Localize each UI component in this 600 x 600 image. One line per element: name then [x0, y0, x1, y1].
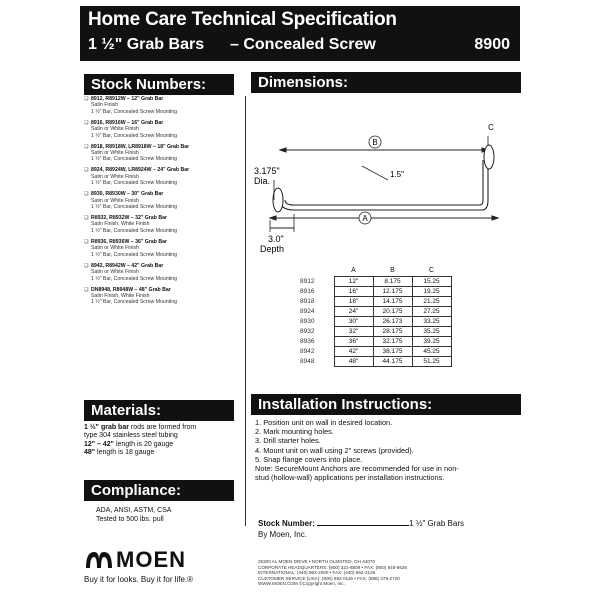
checkbox-icon: ❑ — [84, 286, 89, 293]
table-row — [300, 306, 451, 316]
checkbox-icon: ❑ — [84, 143, 89, 150]
checkbox-icon: ❑ — [84, 238, 89, 245]
install-step: 3. Drill starter holes. — [255, 436, 321, 446]
inner-dimension: 1.5" — [390, 170, 404, 179]
b-cell: 8.175 — [373, 276, 412, 286]
a-cell: 42" — [334, 347, 373, 357]
model-cell: 8924 — [300, 307, 315, 315]
materials-text: 1 ½" grab bar rods are formed from type 304 stainless steel tubing 12" – 42" length is 20 gauge 48" length is 18 gauge — [84, 424, 197, 457]
installation-heading: Installation Instructions: — [251, 394, 521, 415]
column-divider — [245, 96, 246, 526]
b-cell: 28.175 — [373, 326, 412, 336]
install-step: 1. Position unit on wall in desired location. — [255, 418, 393, 427]
model-cell: 8936 — [300, 338, 315, 346]
brand-name: MOEN — [116, 547, 186, 572]
installation-steps — [255, 418, 525, 482]
label-b: B — [372, 138, 378, 147]
label-c: C — [488, 123, 494, 132]
stock-item: ❑ DN8948, R8948W – 48" Grab Bar Satin Finish, White Finish 1 ½" Bar, Concealed Screw Mounting — [84, 286, 178, 306]
model-cell: 8930 — [300, 317, 315, 325]
stock-item: ❑ 8916, R8916W – 16" Grab Bar Satin or White Finish 1 ½" Bar, Concealed Screw Mounting — [84, 119, 178, 139]
grab-bar-outline — [280, 160, 488, 210]
column-header-a: A — [351, 267, 356, 275]
address-line: CUSTOMER SERVICE (USA): (800) 882-0116 • FAX: (888) 379-2720 — [258, 575, 400, 581]
install-step: stud (hollow-wall) applications per installation instructions. — [255, 473, 445, 483]
a-cell: 36" — [334, 337, 373, 347]
table-row — [300, 357, 451, 367]
model-cell: 8918 — [300, 297, 315, 305]
model-number: 8900 — [474, 36, 510, 53]
model-cell: 8916 — [300, 287, 315, 295]
dia-value: 3.175" — [254, 166, 280, 176]
c-cell: 15.25 — [412, 276, 451, 286]
address-line: CORPORATE HEADQUARTERS: (800) 321-8809 • FAX: (800) 848-6636 — [258, 564, 408, 570]
stock-item: ❑ 8918, R8918W, LR8918W – 18" Grab Bar Satin or White Finish 1 ½" Bar, Concealed Screw Mounting — [84, 143, 190, 163]
depth-value: 3.0" — [268, 234, 284, 244]
label-a: A — [362, 214, 368, 223]
address-line: 25300 AL MOEN DRIVE • NORTH OLMSTED, OH 44070 — [258, 559, 376, 564]
c-cell: 19.25 — [412, 286, 451, 296]
c-cell: 51.25 — [412, 357, 451, 367]
compliance-list — [96, 506, 171, 524]
a-cell: 12" — [334, 276, 373, 286]
a-cell: 24" — [334, 306, 373, 316]
b-cell: 12.175 — [373, 286, 412, 296]
stock-item: ❑ R8932, R8932W – 32" Grab Bar Satin Finish, White Finish 1 ½" Bar, Concealed Screw Mounting — [84, 215, 178, 234]
table-row — [300, 286, 451, 296]
stock-numbers-heading: Stock Numbers: — [84, 74, 234, 95]
compliance-heading: Compliance: — [84, 480, 234, 501]
install-step: Note: SecureMount Anchors are recommended for use in non- — [255, 464, 459, 474]
stock-item: ❑ 8912, R8912W – 12" Grab Bar Satin Finish 1 ½" Bar, Concealed Screw Mounting — [84, 96, 178, 115]
address-line: INTERNATIONAL: (440) 962-2000 • FAX: (440) 962-2126 — [258, 570, 376, 576]
dimensions-heading: Dimensions: — [251, 72, 521, 93]
address-line: WWW.MOEN.COM ©Copyright Moen, Inc. — [258, 581, 345, 587]
product-type: – Concealed Screw — [230, 36, 376, 53]
checkbox-icon: ❑ — [84, 191, 89, 198]
column-header-c: C — [428, 267, 435, 275]
materials-heading: Materials: — [84, 400, 234, 421]
stock-item: ❑ 8930, R8930W – 30" Grab Bar Satin or White Finish 1 ½" Bar, Concealed Screw Mounting — [84, 191, 178, 211]
table-row — [300, 347, 451, 357]
left-flange — [273, 188, 283, 212]
dimensions-table — [300, 266, 452, 367]
c-cell: 35.25 — [412, 326, 451, 336]
a-cell: 16" — [334, 286, 373, 296]
dia-label: Dia. — [254, 176, 271, 186]
model-cell: 8948 — [300, 358, 315, 366]
checkbox-icon: ❑ — [84, 167, 89, 174]
stock-numbers-list — [84, 96, 234, 310]
b-cell: 38.175 — [373, 347, 412, 357]
b-cell: 44.175 — [373, 357, 412, 367]
c-cell: 45.25 — [412, 347, 451, 357]
stock-item: ❑ 8924, R8924W, LR8924W – 24" Grab Bar Satin or White Finish 1 ½" Bar, Concealed Screw Mounting — [84, 167, 190, 187]
c-cell: 33.25 — [412, 316, 451, 326]
c-cell: 21.25 — [412, 296, 451, 306]
spec-header — [80, 6, 520, 61]
model-cell: 8942 — [300, 348, 315, 356]
right-flange — [484, 145, 494, 169]
a-cell: 18" — [334, 296, 373, 306]
by-moen: By Moen, Inc. — [258, 530, 307, 539]
brand-tagline: Buy it for looks. Buy it for life.® — [84, 575, 194, 584]
table-row — [300, 296, 451, 306]
checkbox-icon: ❑ — [84, 262, 89, 269]
grab-bar-drawing — [250, 100, 520, 260]
install-step: 4. Mount unit on wall using 2" screws (provided). — [255, 445, 414, 455]
compliance-item: Tested to 500 lbs. pull — [96, 516, 164, 523]
company-address — [258, 559, 407, 587]
product-name: 1 ½" Grab Bars — [88, 36, 205, 53]
b-cell: 32.175 — [373, 337, 412, 347]
c-cell: 27.25 — [412, 306, 451, 316]
table-row — [300, 326, 451, 336]
table-row — [300, 276, 451, 286]
b-cell: 20.175 — [373, 306, 412, 316]
stock-item: ❑ R8936, R8936W – 36" Grab Bar Satin or White Finish 1 ½" Bar, Concealed Screw Mounting — [84, 238, 178, 258]
column-header-b: B — [390, 267, 395, 275]
b-cell: 26.173 — [373, 316, 412, 326]
b-cell: 14.175 — [373, 296, 412, 306]
checkbox-icon: ❑ — [84, 96, 89, 102]
stock-item: ❑ 8942, R8942W – 42" Grab Bar Satin or White Finish 1 ½" Bar, Concealed Screw Mounting — [84, 262, 178, 282]
a-cell: 32" — [334, 326, 373, 336]
compliance-item: ADA, ANSI, ASTM, CSA — [96, 507, 172, 514]
checkbox-icon: ❑ — [84, 215, 89, 222]
table-row — [300, 316, 451, 326]
install-step: 2. Mark mounting holes. — [255, 427, 334, 437]
c-cell: 39.25 — [412, 337, 451, 347]
model-cell: 8912 — [300, 277, 315, 285]
stock-number-line: Stock Number: 1 ½" Grab Bars — [258, 519, 465, 528]
depth-label: Depth — [260, 244, 285, 254]
document-title: Home Care Technical Specification — [88, 9, 397, 30]
stock-number-blank — [317, 518, 409, 526]
checkbox-icon: ❑ — [84, 119, 89, 126]
model-cell: 8932 — [300, 328, 315, 336]
install-step: 5. Snap flange covers into place. — [255, 454, 363, 464]
a-cell: 30" — [334, 316, 373, 326]
table-row — [300, 337, 451, 347]
a-cell: 48" — [334, 357, 373, 367]
